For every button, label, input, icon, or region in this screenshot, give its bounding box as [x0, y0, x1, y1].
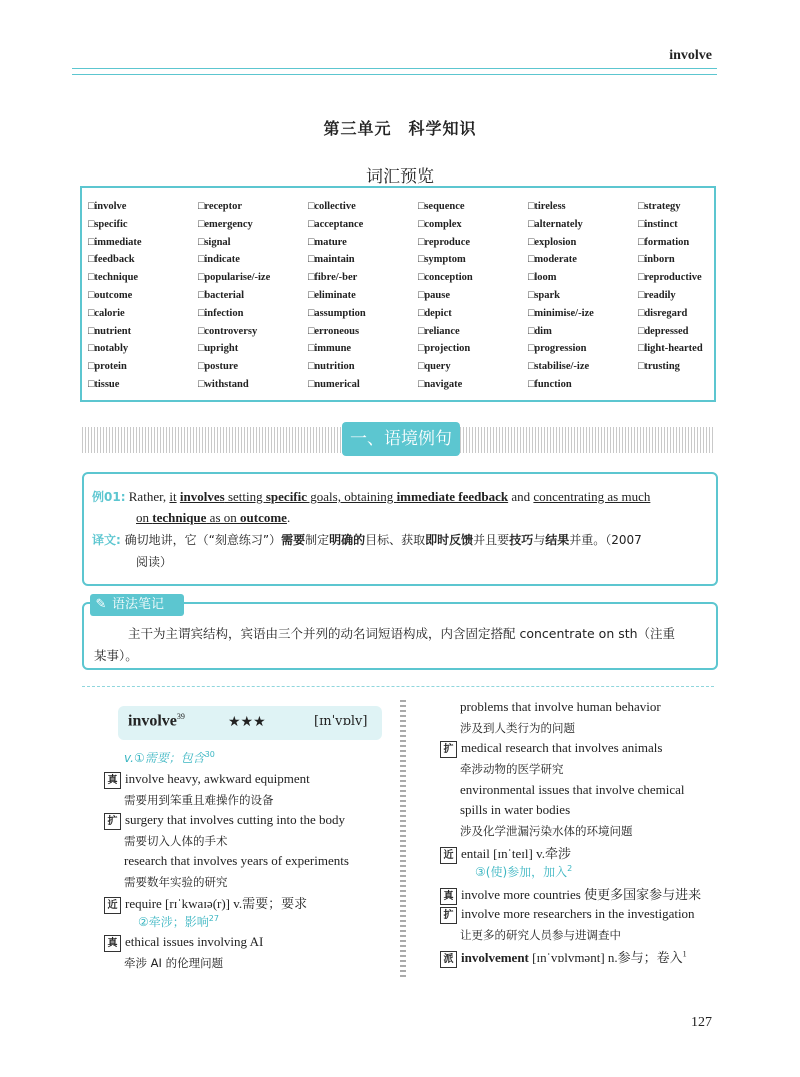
checkbox-icon: □ [308, 272, 315, 284]
checkbox-icon: □ [88, 343, 95, 355]
vocab-item: □stabilise/-ize [528, 361, 590, 373]
vocab-item: □symptom [418, 254, 466, 266]
vocab-item: □receptor [198, 201, 243, 212]
vocab-item: □tissue [88, 378, 120, 390]
example-translation-line-1: 译文: 确切地讲，它（“刻意练习”）需要制定明确的目标、获取即时反馈并且要技巧与结果并重。（2007 [92, 533, 642, 547]
vocab-item: □calorie [88, 307, 125, 319]
vocab-item: □controversy [198, 325, 258, 337]
checkbox-icon: □ [528, 272, 535, 284]
checkbox-icon: □ [638, 307, 645, 319]
vocab-item: □readily [638, 289, 676, 301]
left-entry-2: 扩 surgery that involves cutting into the body [104, 812, 345, 830]
vocab-item: □navigate [418, 378, 463, 390]
dashed-divider [82, 686, 714, 687]
vocab-item: □explosion [528, 236, 577, 248]
translation-tag: 译文 [92, 533, 117, 547]
vocab-item: □signal [198, 236, 231, 248]
left-entry-1-cn: 需要用到笨重且难操作的设备 [124, 793, 274, 807]
checkbox-icon: □ [638, 343, 645, 355]
checkbox-icon: □ [638, 361, 645, 373]
checkbox-icon: □ [418, 289, 425, 301]
vocab-item: □pause [418, 289, 451, 301]
right-entry-1-cn: 涉及到人类行为的问题 [460, 721, 575, 735]
checkbox-icon: □ [308, 361, 315, 373]
entry-headword-box [118, 706, 382, 740]
vocab-item: □involve [88, 201, 127, 212]
vocab-item: □collective [308, 201, 356, 212]
checkbox-icon: □ [638, 272, 645, 284]
vocab-item: □spark [528, 289, 561, 301]
example-en-line-1: 例01: Rather, it involves setting specific goals, obtaining immediate feedback and concentrating as much [92, 489, 651, 504]
vocab-item: □numerical [308, 378, 360, 390]
checkbox-icon: □ [198, 272, 205, 284]
checkbox-icon: □ [88, 325, 95, 337]
checkbox-icon: □ [308, 236, 315, 248]
near-synonym-entail: 近 entail [ɪnˈteɪl] v.牵涉 [440, 843, 571, 864]
checkbox-icon: □ [88, 378, 95, 390]
vocab-preview-title: 词汇预览 [366, 167, 434, 187]
vocab-column [528, 198, 632, 394]
vocab-item: □query [418, 361, 451, 373]
checkbox-icon: □ [418, 254, 425, 266]
checkbox-icon: □ [638, 289, 645, 301]
vocab-item: □disregard [638, 307, 688, 319]
vocab-item: □bacterial [198, 289, 244, 301]
sense-2: ②牵涉；影响$^{27}$ [138, 914, 219, 929]
checkbox-icon: □ [418, 378, 425, 390]
checkbox-icon: □ [528, 254, 535, 266]
vocab-item: □projection [418, 343, 471, 355]
vocab-item: □formation [638, 236, 690, 248]
checkbox-icon: □ [308, 218, 315, 230]
checkbox-icon: □ [198, 378, 205, 390]
checkbox-icon: □ [418, 201, 425, 212]
right-entry-2: 扩 medical research that involves animals [440, 740, 662, 758]
vocab-item: □sequence [418, 201, 465, 212]
vocab-item: □outcome [88, 289, 133, 301]
right-entry-1: problems that involve human behavior [460, 699, 661, 714]
checkbox-icon: □ [528, 201, 535, 212]
checkbox-icon: □ [198, 201, 205, 212]
checkbox-icon: □ [198, 254, 205, 266]
vocab-item: □minimise/-ize [528, 307, 594, 319]
right-entry-3: environmental issues that involve chemical [460, 782, 685, 797]
running-header-word: involve [669, 48, 712, 63]
vocab-item: □erroneous [308, 325, 360, 337]
vocab-item: □depict [418, 307, 452, 319]
checkbox-icon: □ [88, 272, 95, 284]
example-translation-line-2: 阅读） [136, 555, 173, 569]
checkbox-icon: □ [308, 201, 315, 212]
checkbox-icon: □ [528, 378, 535, 390]
vocab-item: □emergency [198, 218, 253, 230]
checkbox-icon: □ [418, 361, 425, 373]
page-number: 127 [691, 1015, 712, 1030]
unit-title: 第三单元 科学知识 [323, 119, 477, 138]
left-entry-2-cn: 需要切入人体的手术 [124, 834, 228, 848]
checkbox-icon: □ [418, 218, 425, 230]
checkbox-icon: □ [308, 378, 315, 390]
vocab-item: □specific [88, 218, 128, 230]
right-entry-2-cn: 牵涉动物的医学研究 [460, 762, 564, 776]
vocab-item: □moderate [528, 254, 577, 266]
checkbox-icon: □ [88, 361, 95, 373]
checkbox-icon: □ [638, 254, 645, 266]
vocab-item: □withstand [198, 378, 249, 390]
vocab-item: □notably [88, 343, 129, 355]
checkbox-icon: □ [198, 325, 205, 337]
left-entry-1: 真 involve heavy, awkward equipment [104, 771, 310, 789]
vocab-item: □nutrient [88, 325, 132, 337]
checkbox-icon: □ [198, 236, 205, 248]
checkbox-icon: □ [198, 343, 205, 355]
vocab-item: □upright [198, 343, 239, 355]
entry-headword: involve$^{39}$ [128, 712, 185, 730]
entry-stars: ★★★ [228, 714, 266, 730]
checkbox-icon: □ [198, 218, 205, 230]
checkbox-icon: □ [88, 236, 95, 248]
left-entry-4: 真 ethical issues involving AI [104, 934, 263, 952]
example-box [82, 472, 718, 586]
vocab-item: □progression [528, 343, 587, 355]
left-entry-3: research that involves years of experiments [124, 853, 349, 868]
vocab-item: □mature [308, 236, 347, 248]
vocab-item: □depressed [638, 325, 689, 337]
vocab-item: □loom [528, 272, 557, 284]
checkbox-icon: □ [308, 254, 315, 266]
right-entry-5-cn: 让更多的研究人员参与进调查中 [460, 928, 621, 942]
left-entry-3-cn: 需要数年实验的研究 [124, 875, 228, 889]
vocab-item: □immune [308, 343, 352, 355]
vocab-item: □complex [418, 218, 462, 230]
derivative-involvement: 派 involvement [ɪnˈvɒlvmənt] n.参与；卷入$^1$ [440, 947, 687, 968]
pen-icon: ✎ [95, 597, 107, 612]
checkbox-icon: □ [528, 218, 535, 230]
vocab-column [418, 198, 522, 394]
checkbox-icon: □ [88, 218, 95, 230]
checkbox-icon: □ [418, 325, 425, 337]
vocab-item: □infection [198, 307, 244, 319]
vocab-item: □strategy [638, 201, 681, 212]
checkbox-icon: □ [638, 201, 645, 212]
checkbox-icon: □ [88, 254, 95, 266]
example-en-line-2: on technique as on outcome. [136, 510, 291, 525]
right-entry-4: 真 involve more countries 使更多国家参与进来 [440, 884, 701, 905]
checkbox-icon: □ [638, 325, 645, 337]
vocab-item: □indicate [198, 254, 240, 266]
grammar-line-1: 主干为主谓宾结构，宾语由三个并列的动名词短语构成，内含固定搭配 concentrate on sth（注重 [128, 626, 676, 641]
grammar-note-tab: ✎ 语法笔记 [90, 594, 184, 616]
checkbox-icon: □ [88, 307, 95, 319]
vocab-column [198, 198, 302, 394]
vocab-item: □immediate [88, 236, 142, 248]
vocab-item: □inborn [638, 254, 675, 266]
vocab-item: □instinct [638, 218, 678, 230]
checkbox-icon: □ [528, 361, 535, 373]
checkbox-icon: □ [308, 307, 315, 319]
vocab-item: □function [528, 378, 572, 390]
vocab-item: □trusting [638, 361, 680, 373]
checkbox-icon: □ [638, 236, 645, 248]
vocab-item: □assumption [308, 307, 366, 319]
vocab-item: □light-hearted [638, 343, 703, 355]
example-tag: 例01 [92, 490, 121, 504]
vocab-item: □tireless [528, 201, 566, 212]
vocab-item: □maintain [308, 254, 355, 266]
checkbox-icon: □ [528, 236, 535, 248]
checkbox-icon: □ [418, 272, 425, 284]
vocab-column [88, 198, 192, 394]
vocab-item: □dim [528, 325, 552, 337]
vocab-item: □acceptance [308, 218, 364, 230]
vocab-column [308, 198, 412, 394]
vocab-item: □nutrition [308, 361, 355, 373]
vocab-item: □conception [418, 272, 473, 284]
checkbox-icon: □ [528, 325, 535, 337]
checkbox-icon: □ [198, 361, 205, 373]
vocab-item: □feedback [88, 254, 135, 266]
vocab-item: □reliance [418, 325, 460, 337]
vocab-item: □eliminate [308, 289, 356, 301]
checkbox-icon: □ [198, 289, 205, 301]
checkbox-icon: □ [638, 218, 645, 230]
checkbox-icon: □ [418, 236, 425, 248]
vocab-item: □popularise/-ize [198, 272, 271, 284]
checkbox-icon: □ [88, 201, 95, 212]
checkbox-icon: □ [418, 307, 425, 319]
left-entry-4-cn: 牵涉 AI 的伦理问题 [124, 956, 224, 970]
vocab-column [638, 198, 742, 376]
header-rule [72, 68, 717, 75]
vocab-item: □alternately [528, 218, 583, 230]
vocab-item: □fibre/-ber [308, 272, 358, 284]
vocab-item: □protein [88, 361, 127, 373]
near-synonym-require: 近 require [rɪˈkwaɪə(r)] v.需要；要求 [104, 893, 307, 914]
vocab-preview-box [80, 186, 716, 402]
checkbox-icon: □ [308, 289, 315, 301]
right-entry-3-cn: 涉及化学泄漏污染水体的环境问题 [460, 824, 633, 838]
vocab-item: □posture [198, 361, 238, 373]
checkbox-icon: □ [528, 307, 535, 319]
sense-1: v.①需要；包含$^{30}$ [124, 750, 215, 765]
vocab-item: □reproductive [638, 272, 702, 284]
checkbox-icon: □ [418, 343, 425, 355]
right-entry-5: 扩 involve more researchers in the investigation [440, 906, 695, 924]
checkbox-icon: □ [308, 343, 315, 355]
checkbox-icon: □ [308, 325, 315, 337]
right-entry-3b: spills in water bodies [460, 802, 571, 817]
section-label: 一、语境例句 [342, 422, 460, 456]
checkbox-icon: □ [198, 307, 205, 319]
entry-phonetic: [ɪnˈvɒlv] [314, 714, 368, 729]
column-divider [400, 700, 406, 980]
checkbox-icon: □ [88, 289, 95, 301]
sense-3: ③(使)参加，加入$^2$ [475, 864, 573, 879]
checkbox-icon: □ [528, 343, 535, 355]
vocab-item: □technique [88, 272, 139, 284]
vocab-item: □reproduce [418, 236, 471, 248]
checkbox-icon: □ [528, 289, 535, 301]
grammar-line-2: 某事）。 [94, 648, 138, 663]
